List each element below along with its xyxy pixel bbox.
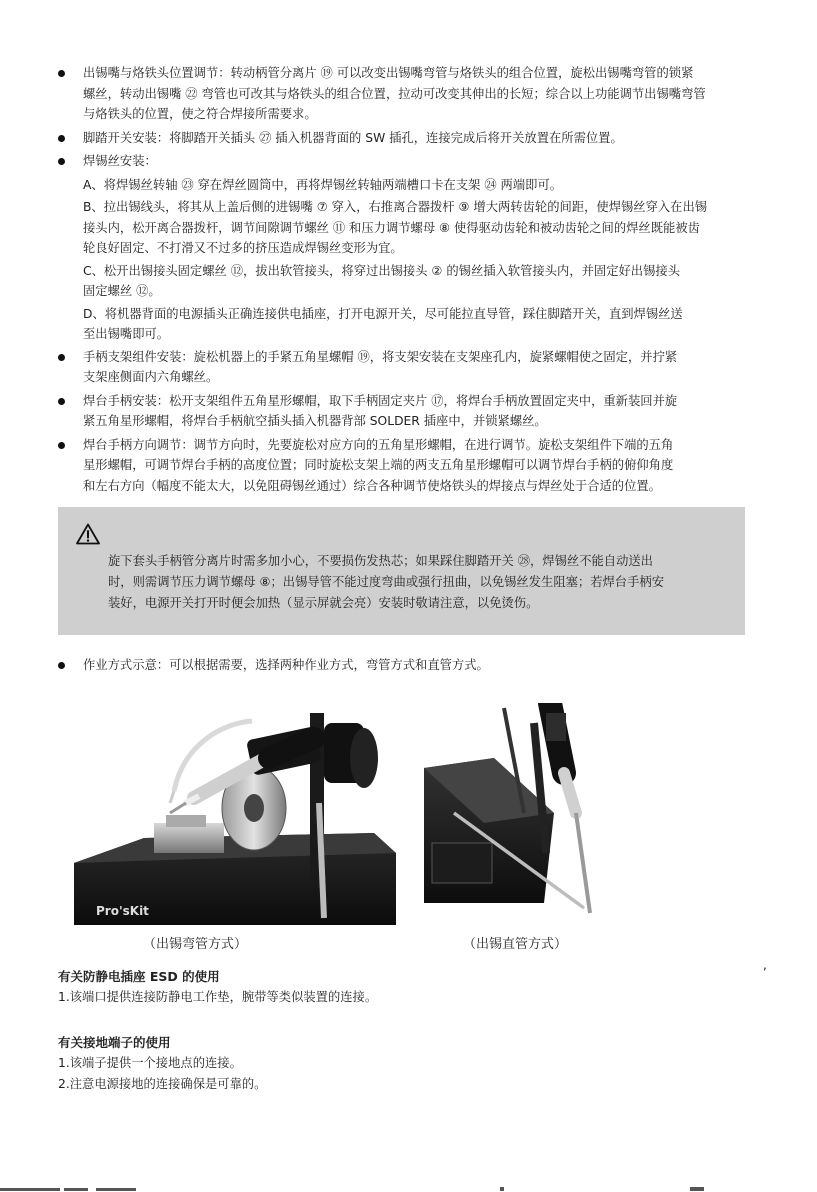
photo-straight-tube-mode	[424, 703, 616, 925]
warning-line: 装好，电源开关打开时便会加热（显示屏就会亮）安装时敬请注意，以免烫伤。	[108, 596, 539, 610]
item-line: 螺丝，转动出锡嘴 ㉒ 弯管也可改其与烙铁头的组合位置，拉动可改变其伸出的长短；综合以上功能调节出锡嘴弯管	[83, 86, 706, 101]
sub-step-d: D、将机器背面的电源插头正确连接供电插座，打开电源开关，尽可能拉直导管，踩住脚踏开关，直到焊锡丝送 至出锡嘴即可。	[83, 306, 683, 341]
item-line: 脚踏开关安装：将脚踏开关插头 ㉗ 插入机器背面的 SW 插孔，连接完成后将开关放置在所需位置。	[83, 130, 623, 145]
section-line: 1.该端口提供连接防静电工作垫，腕带等类似装置的连接。	[58, 990, 378, 1004]
sub-step-b: B、拉出锡线头，将其从上盖后侧的进锡嘴 ⑦ 穿入，右推离合器拨杆 ⑨ 增大两转齿轮的间距，使焊锡丝穿入在出锡 接头内，松开离合器拨杆，调节间隙调节螺丝 ⑪ 和压力调节螺母 ⑧ 使得驱动齿轮和被动齿轮之间的焊丝既能被齿 轮良好固定、不打滑又不过多的挤压造成焊锡丝变形为宜。	[83, 200, 708, 255]
section-line: 1.该端子提供一个接地点的连接。	[58, 1056, 242, 1070]
section-title: 有关接地端子的使用	[58, 1035, 171, 1050]
warning-box	[58, 507, 745, 635]
item-line: 出锡嘴与烙铁头位置调节：转动柄管分离片 ⑲ 可以改变出锡嘴弯管与烙铁头的组合位置，旋松出锡嘴弯管的锁紧	[83, 66, 694, 80]
item-line: 手柄支架组件安装：旋松机器上的手紧五角星螺帽 ⑲，将支架安装在支架座孔内，旋紧螺帽使之固定，并拧紧	[83, 349, 678, 364]
caption-straight-tube: （出锡直管方式）	[463, 937, 568, 952]
instruction-list	[58, 63, 748, 499]
item-line: 星形螺帽，可调节焊台手柄的高度位置；同时旋松支架上端的两支五角星形螺帽可以调节焊台手柄的俯仰角度	[83, 458, 674, 472]
item-line: 焊锡丝安装：	[83, 154, 157, 168]
bullet-dot	[58, 442, 65, 449]
stray-mark: ,	[763, 958, 767, 972]
list-item	[58, 128, 748, 149]
sub-steps	[58, 175, 748, 345]
warning-line: 旋下套头手柄管分离片时需多加小心，不要损伤发热芯；如果踩住脚踏开关 ㉘，焊锡丝不能自动送出	[108, 554, 653, 568]
list-item	[58, 63, 748, 125]
item-line: 与烙铁头的位置，使之符合焊接所需要求。	[83, 107, 317, 121]
soldering-station-bent-illustration	[74, 703, 396, 925]
caption-bent-tube: （出锡弯管方式）	[143, 937, 248, 952]
bullet-dot	[58, 70, 65, 77]
section-line: 2.注意电源接地的连接确保是可靠的。	[58, 1077, 267, 1091]
operation-mode-item	[58, 655, 773, 676]
bullet-dot	[58, 662, 65, 669]
item-line: 和左右方向（幅度不能太大，以免阻碍锡丝通过）综合各种调节使烙铁头的焊接点与焊丝处于合适的位置。	[83, 478, 661, 493]
warning-line: 时，则需调节压力调节螺母 ⑧；出锡导管不能过度弯曲或强行扭曲，以免锡丝发生阻塞；若焊台手柄安	[108, 575, 664, 589]
list-item	[58, 391, 748, 432]
bullet-dot	[58, 135, 65, 142]
soldering-station-straight-illustration	[424, 703, 616, 925]
warning-text	[108, 551, 728, 614]
item-line: 支架座侧面内六角螺丝。	[83, 370, 219, 384]
photo-bent-tube-mode	[74, 703, 396, 925]
sub-step-a: A、将焊锡丝转轴 ㉓ 穿在焊丝圆筒中，再将焊锡丝转轴两端槽口卡在支架 ㉔ 两端即可。	[83, 177, 563, 192]
ground-terminal-section	[58, 1032, 748, 1095]
item-line: 焊台手柄方向调节：调节方向时，先要旋松对应方向的五角星形螺帽，在进行调节。旋松支架组件下端的五角	[83, 437, 674, 452]
sub-step-c: C、松开出锡接头固定螺丝 ⑫，拔出软管接头，将穿过出锡接头 ② 的锡丝插入软管接头内，并固定好出锡接头 固定螺丝 ⑫。	[83, 263, 680, 298]
bullet-dot	[58, 354, 65, 361]
warning-triangle-icon	[76, 523, 100, 545]
section-title: 有关防静电插座 ESD 的使用	[58, 969, 220, 984]
esd-socket-section	[58, 966, 748, 1008]
list-item	[58, 151, 748, 172]
list-item	[58, 347, 748, 388]
bullet-dot	[58, 398, 65, 405]
bullet-dot	[58, 158, 65, 165]
page-edge-marks	[0, 1186, 817, 1192]
mode-text: 作业方式示意：可以根据需要，选择两种作业方式，弯管方式和直管方式。	[83, 658, 489, 672]
item-line: 焊台手柄安装：松开支架组件五角星形螺帽，取下手柄固定夹片 ⑰，将焊台手柄放置固定夹中，重新装回并旋	[83, 393, 678, 408]
brand-logo: Pro'sKit	[96, 904, 149, 918]
list-item	[58, 435, 748, 497]
item-line: 紧五角星形螺帽，将焊台手柄航空插头插入机器背部 SOLDER 插座中，并锁紧螺丝。	[83, 414, 547, 428]
